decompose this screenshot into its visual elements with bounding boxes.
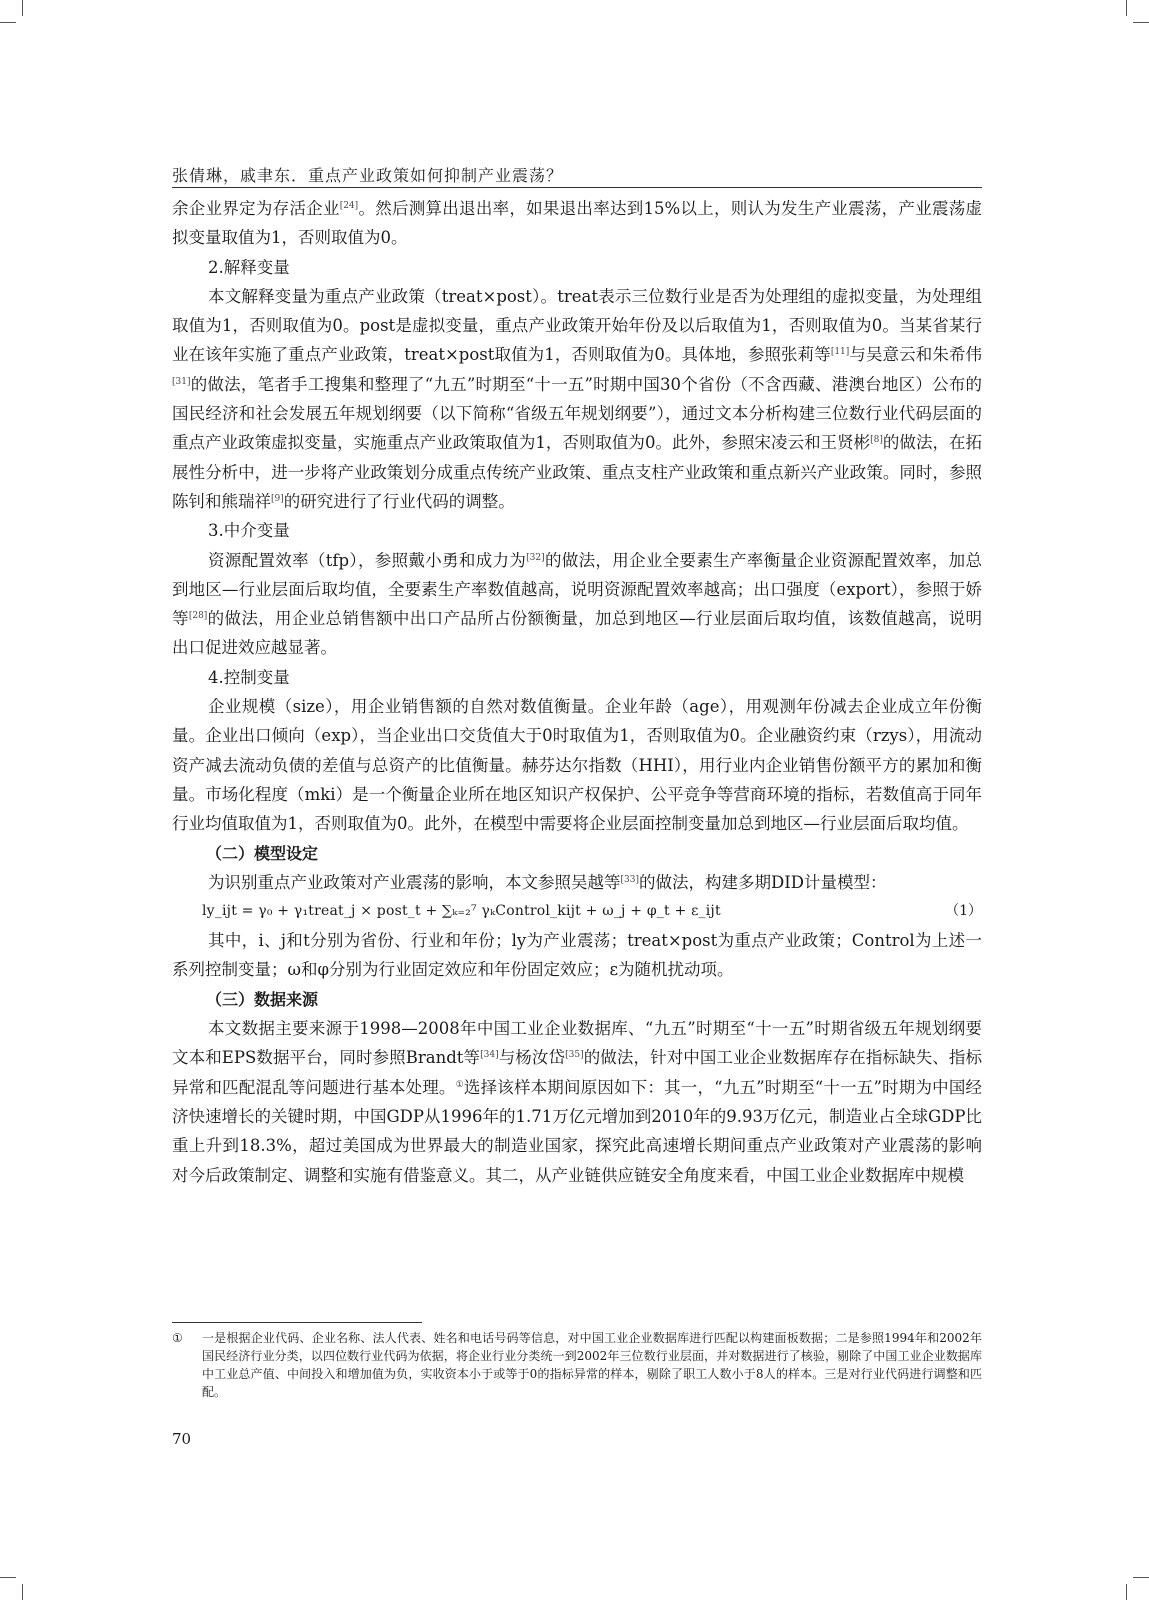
citation: [32]	[526, 552, 545, 563]
crop-mark	[22, 0, 23, 16]
body-text	[172, 194, 982, 1190]
citation: [9]	[271, 493, 284, 504]
crop-mark	[0, 1577, 16, 1578]
equation-body: ly_ijt = γ₀ + γ₁treat_j × post_t + ∑ₖ₌₂⁷ γₖControl_kijt + ω_j + φ_t + ε_ijt	[202, 902, 721, 919]
paragraph: 余企业界定为存活企业[24]。然后测算出退出率，如果退出率达到15%以上，则认为发生产业震荡，产业震荡虚拟变量取值为1，否则取值为0。	[172, 199, 982, 248]
subheading-control-variable: 4.控制变量	[208, 667, 290, 687]
paragraph: 资源配置效率（tfp），参照戴小勇和成力为[32]的做法，用企业全要素生产率衡量企业资源配置效率，加总到地区—行业层面后取均值，全要素生产率数值越高，说明资源配置效率越高；出口强度（export），参照于娇等[28]的做法，用企业总销售额中出口产品所占份额衡量，加总到地区—行业层面后取均值，该数值越高，说明出口促进效应越显著。	[172, 550, 983, 658]
footnote-mark: ①	[172, 1331, 183, 1345]
citation: [11]	[830, 347, 850, 358]
crop-mark	[0, 22, 16, 23]
crop-mark	[1133, 22, 1149, 23]
equation	[172, 897, 982, 926]
subheading-explanatory-variable: 2.解释变量	[208, 257, 290, 277]
citation: [24]	[339, 201, 359, 211]
citation: [33]	[620, 874, 639, 885]
section-heading-data-source: （三）数据来源	[206, 989, 319, 1009]
citation: [31]	[172, 376, 191, 387]
footnote-rule	[172, 1322, 422, 1323]
crop-mark	[1133, 1577, 1149, 1578]
footnote	[172, 1329, 982, 1401]
running-head: 张倩琳，戚聿东．重点产业政策如何抑制产业震荡？	[172, 166, 564, 185]
paragraph: 企业规模（size），用企业销售额的自然对数值衡量。企业年龄（age），用观测年份减去企业成立年份衡量。企业出口倾向（exp），当企业出口交货值大于0时取值为1，否则取值为0。企业融资约束（rzys），用流动资产减去流动负债的差值与总资产的比值衡量。赫芬达尔指数（HHI），用行业内企业销售份额平方的累加和衡量。市场化程度（mki）是一个衡量企业所在地区知识产权保护、公平竞争等营商环境的指标，若数值高于同年行业均值取值为1，否则取值为0。此外，在模型中需要将企业层面控制变量加总到地区—行业层面后取均值。	[172, 697, 982, 834]
subheading-mediating-variable: 3.中介变量	[208, 521, 290, 541]
page-number: 70	[172, 1430, 192, 1448]
citation: [34]	[480, 1050, 499, 1061]
crop-mark	[22, 1584, 23, 1600]
crop-mark	[1126, 1584, 1127, 1600]
footnote-text: 一是根据企业代码、企业名称、法人代表、姓名和电话号码等信息，对中国工业企业数据库进行匹配以构建面板数据；二是参照1994年和2002年国民经济行业分类，以四位数行业代码为依据，将企业行业分类统一到2002年三位数行业层面，并对数据进行了核验，剔除了中国工业企业数据库中工业总产值、中间投入和增加值为负，实收资本小于或等于0的指标异常的样本，剔除了职工人数小于8人的样本。三是对行业代码进行调整和匹配。	[202, 1331, 982, 1399]
equation-number: （1）	[945, 902, 982, 919]
paragraph: 其中，i、j和t分别为省份、行业和年份；ly为产业震荡；treat×post为重点产业政策；Control为上述一系列控制变量；ω和φ分别为行业固定效应和年份固定效应；ε为随机扰动项。	[172, 931, 982, 980]
paragraph: 为识别重点产业政策对产业震荡的影响，本文参照吴越等[33]的做法，构建多期DID计量模型：	[208, 872, 887, 892]
section-heading-model: （二）模型设定	[206, 843, 319, 863]
header-rule	[172, 187, 982, 188]
citation: [8]	[870, 435, 883, 446]
paragraph: 本文数据主要来源于1998—2008年中国工业企业数据库、“九五”时期至“十一五”时期省级五年规划纲要文本和EPS数据平台，同时参照Brandt等[34]与杨汝岱[35]的做法，针对中国工业企业数据库存在指标缺失、指标异常和匹配混乱等问题进行基本处理。①选择该样本期间原因如下：其一，“九五”时期至“十一五”时期为中国经济快速增长的关键时期，中国GDP从1996年的1.71万亿元增加到2010年的9.93万亿元，制造业占全球GDP比重上升到18.3%，超过美国成为世界最大的制造业国家，探究此高速增长期间重点产业政策对产业震荡的影响对今后政策制定、调整和实施有借鉴意义。其二，从产业链供应链安全角度来看，中国工业企业数据库中规模	[172, 1019, 983, 1185]
footnote-marker[interactable]: ①	[455, 1079, 464, 1090]
paragraph: 本文解释变量为重点产业政策（treat×post）。treat表示三位数行业是否为处理组的虚拟变量，为处理组取值为1，否则取值为0。post是虚拟变量，重点产业政策开始年份及以后取值为1，否则取值为0。当某省某行业在该年实施了重点产业政策，treat×post取值为1，否则取值为0。具体地，参照张莉等[11]与吴意云和朱希伟[31]的做法，笔者手工搜集和整理了“九五”时期至“十一五”时期中国30个省份（不含西藏、港澳台地区）公布的国民经济和社会发展五年规划纲要（以下简称“省级五年规划纲要”），通过文本分析构建三位数行业代码层面的重点产业政策虚拟变量，实施重点产业政策取值为1，否则取值为0。此外，参照宋凌云和王贤彬[8]的做法，在拓展性分析中，进一步将产业政策划分成重点传统产业政策、重点支柱产业政策和重点新兴产业政策。同时，参照陈钊和熊瑞祥[9]的研究进行了行业代码的调整。	[172, 286, 982, 511]
citation: [35]	[565, 1050, 584, 1061]
crop-mark	[1126, 0, 1127, 16]
citation: [28]	[188, 611, 208, 622]
